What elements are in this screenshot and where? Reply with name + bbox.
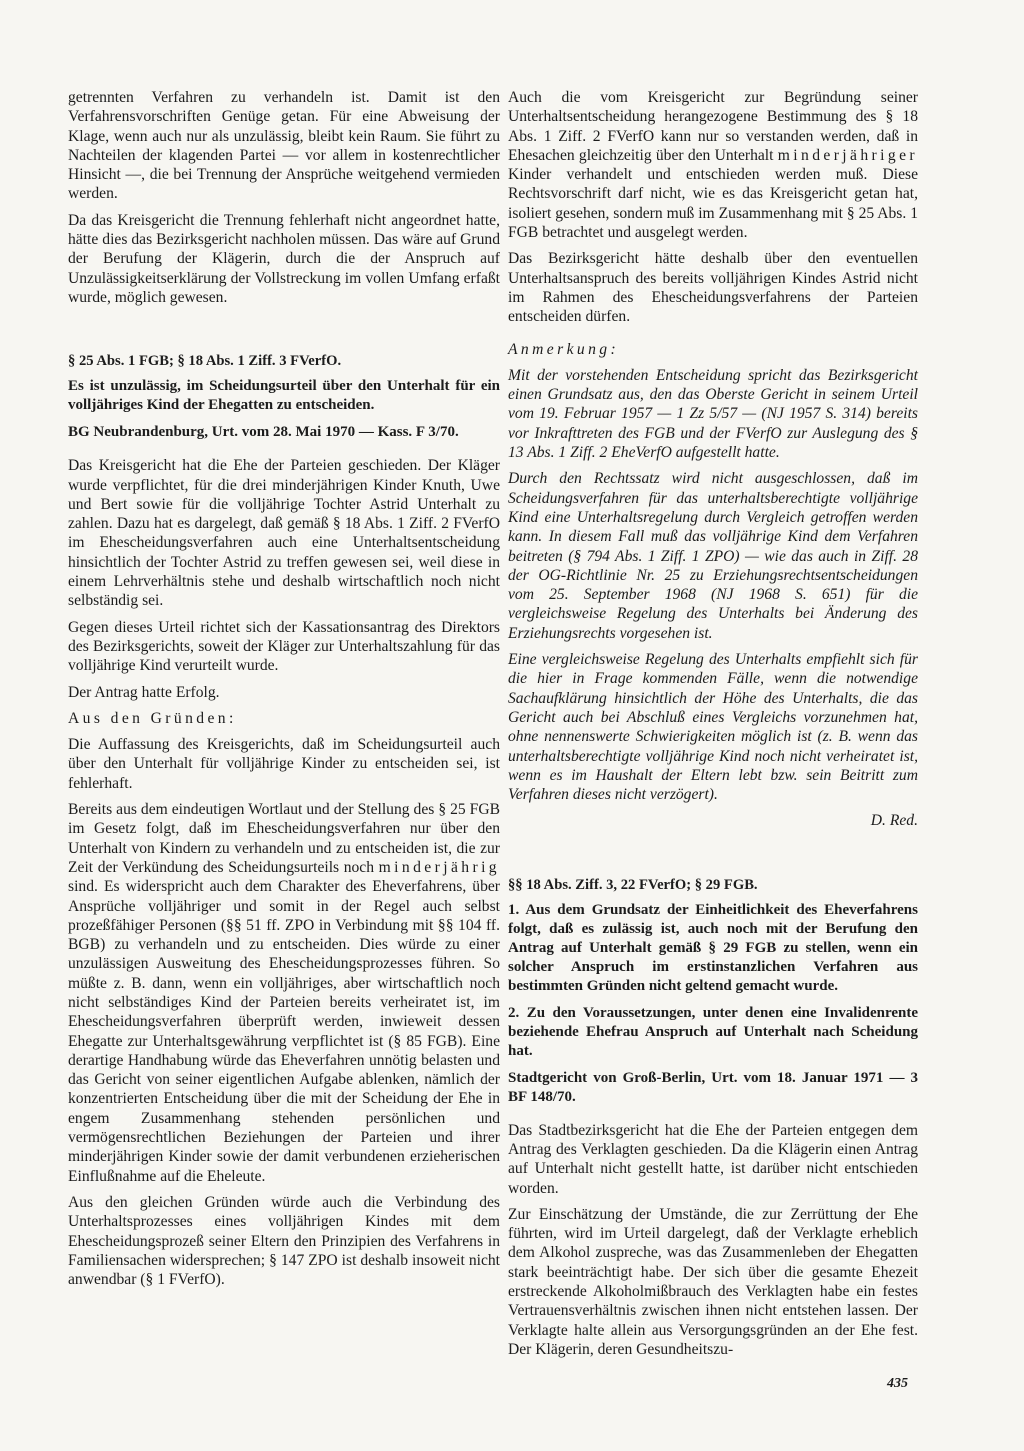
left-column — [68, 88, 500, 1296]
note-paragraph: Mit der vorstehenden Entscheidung spricht das Bezirksgericht einen Grundsatz aus, den das Oberste Gericht in seinem Urteil vom 19. Februar 1957 — 1 Zz 5/57 — (NJ 1957 S. 314) bereits vor Inkrafttreten des FGB und der FVerfO zur Auslegung des § 13 Abs. 1 Ziff. 2 EheVerfO aufgestellt hatte. — [508, 366, 918, 462]
paragraph: Da das Kreisgericht die Trennung fehlerhaft nicht angeordnet hatte, hätte dies das Bezirksgericht nachholen müssen. Das wäre auf Grund der Berufung der Klägerin, durch die der Anspruch auf Unzulässigkeitserklärung der Vollstreckung im vollen Umfang erfaßt wurde, möglich gewesen. — [68, 211, 500, 306]
case-headnote: 2. Zu den Voraussetzungen, unter denen eine Invalidenrente beziehende Ehefrau Anspruch auf Unterhalt nach Scheidung hat. — [508, 1004, 918, 1059]
text-run: sind. Es widerspricht auch dem Charakter des Eheverfahrens, über Ansprüche volljähriger und somit in der Regel auch selbst prozeßfähiger Personen (§§ 51 ff. ZPO in Verbindung mit §§ 104 ff. BGB) zu verhandeln und zu entscheiden. Dies würde zu einer unzulässigen Ausweitung des Ehescheidungsprozesses führen. So müßte z. B. dann, wenn ein volljähriges, aber wirtschaftlich noch nicht selbständiges Kind der Parteien bereits verheiratet ist, im Ehescheidungsverfahren überprüft werden, inwieweit dessen Ehegatte zur Unterhaltsgewährung verpflichtet ist (§ 85 FGB). Eine derartige Handhabung würde das Eheverfahren unnötig belasten und das Gericht von seiner eigentlichen Aufgabe ablenken, nämlich der konzentrierten Entscheidung über die mit der Scheidung der Ehe in engem Zusammenhang stehenden persönlichen und vermögensrechtlichen Beziehungen der Parteien und ihrer minderjährigen Kinder sowie der damit verbundenen erzieherischen Einflußnahme auf die Eheleute. — [68, 878, 500, 1185]
spaced-emphasis: minderjährig — [378, 858, 500, 876]
paragraph: Gegen dieses Urteil richtet sich der Kassationsantrag des Direktors des Bezirksgerichts, soweit der Kläger zur Unterhaltszahlung für das volljährige Kind verurteilt wurde. — [68, 618, 500, 675]
spaced-emphasis: minderjähriger — [777, 146, 918, 164]
paragraph: Das Kreisgericht hat die Ehe der Parteien geschieden. Der Kläger wurde verpflichtet, für die drei minderjährigen Kinder Knuth, Uwe und Bert sowie für die volljährige Tochter Astrid Unterhalt zu zahlen. Dazu hat es dargelegt, daß gemäß § 18 Abs. 1 Ziff. 2 FVerfO im Ehescheidungsverfahren auch eine Unterhaltsentscheidung hinsichtlich der Tochter Astrid zu treffen gewesen sei, weil diese in einem Lehrverhältnis stehe und deshalb wirtschaftlich noch nicht selbständig sei. — [68, 457, 500, 610]
paragraph: Zur Einschätzung der Umstände, die zur Zerrüttung der Ehe führten, wird im Urteil dargelegt, daß der Verklagte erheblich dem Alkohol zuspreche, was das Zusammenleben der Ehegatten stark beeinträchtigt habe. Der sich über die gesamte Ehezeit erstreckende Alkoholmißbrauch des Verklagten habe ein festes Vertrauensverhältnis zwischen ihnen nicht entstehen lassen. Der Verklagte halte allein aus Versorgungsgründen an der Ehe fest. Der Klägerin, deren Gesundheitszu- — [508, 1205, 918, 1358]
paragraph: Das Stadtbezirksgericht hat die Ehe der Parteien entgegen dem Antrag des Verklagten geschieden. Da die Klägerin einen Antrag auf Unterhalt nicht gestellt hatte, ist darüber nicht entschieden worden. — [508, 1121, 918, 1197]
note-paragraph: Eine vergleichsweise Regelung des Unterhalts empfiehlt sich für die hier in Frage kommenden Fälle, wenn die notwendige Sachaufklärung hinsichtlich der Höhe des Unterhalts, die das Gericht auch bei Abschluß eines Vergleichs vorzunehmen hat, ohne nennenswerte Schwierigkeiten möglich ist (z. B. wenn das unterhaltsberechtigte volljährige Kind noch nicht verheiratet ist, wenn es im Haushalt der Eltern lebt bzw. sein Beitritt zum Verfahren dieses nicht verzögert). — [508, 651, 918, 804]
paragraph: Die Auffassung des Kreisgerichts, daß im Scheidungsurteil auch über den Unterhalt für volljährige Kinder zu entscheiden sei, ist fehlerhaft. — [68, 736, 500, 792]
grounds-label: Aus den Gründen: — [68, 709, 237, 727]
case-court: BG Neubrandenburg, Urt. vom 28. Mai 1970 — Kass. F 3/70. — [68, 424, 459, 441]
note-paragraph: Durch den Rechtssatz wird nicht ausgeschlossen, daß im Scheidungsverfahren für das unterhaltsberechtigte volljährige Kind eine Unterhaltsregelung durch Vergleich getroffen werden kann. In diesem Fall muß das volljährige Kind dem Verfahren beitreten (§ 794 Abs. 1 Ziff. 1 ZPO) — wie das auch in Ziff. 28 der OG-Richtlinie Nr. 25 zu Erziehungsrechtsentscheidungen vom 25. September 1968 (NJ 1968 S. 651) für die vergleichsweise Regelung des Unterhalts bei Änderung des Erziehungsrechts vorgesehen ist. — [508, 470, 918, 642]
paragraph — [68, 800, 500, 1186]
case-citation: §§ 18 Abs. Ziff. 3, 22 FVerfO; § 29 FGB. — [508, 876, 758, 893]
case-headnote: Es ist unzulässig, im Scheidungsurteil über den Unterhalt für ein volljähriges Kind der Ehegatten zu entscheiden. — [68, 378, 500, 414]
paragraph — [508, 88, 918, 242]
paragraph: Der Antrag hatte Erfolg. — [68, 683, 220, 701]
paragraph: Das Bezirksgericht hätte deshalb über den eventuellen Unterhaltsanspruch des bereits volljährigen Kindes Astrid nicht im Rahmen des Ehescheidungsverfahrens der Parteien entscheiden dürfen. — [508, 250, 918, 326]
text-run: Kinder verhandelt und entschieden werden muß. Diese Rechtsvorschrift darf nicht, wie es das Kreisgericht getan hat, isoliert gesehen, sondern muß im Zusammenhang mit § 25 Abs. 1 FGB betrachtet und ausgelegt werden. — [508, 166, 918, 242]
paragraph: getrennten Verfahren zu verhandeln ist. Damit ist den Verfahrensvorschriften Genüge getan. Für eine Abweisung der Klage, wenn auch nur als unzulässig, bleibt kein Raum. Sie führt zu Nachteilen der klagenden Partei — vor allem in kostenrechtlicher Hinsicht —, die bei Trennung der Ansprüche weitgehend vermieden werden. — [68, 89, 500, 203]
page-number: 435 — [887, 1376, 908, 1391]
case-headnote: 1. Aus dem Grundsatz der Einheitlichkeit des Eheverfahrens folgt, daß es zulässig ist, auch noch mit der Berufung den Antrag auf Unterhalt gemäß § 29 FGB zu stellen, wenn ein solcher Anspruch im erstinstanzlichen Verfahren aus bestimmten Gründen nicht geltend gemacht wurde. — [508, 901, 918, 994]
text-run: Auch die vom Kreisgericht zur Begründung seiner Unterhaltsentscheidung herangezogene Bestimmung des § 18 Abs. 1 Ziff. 2 FVerfO kann nur so verstanden werden, daß in Ehesachen gleichzeitig über den Unterhalt — [508, 89, 918, 164]
note-signature: D. Red. — [870, 812, 918, 830]
right-column — [508, 88, 918, 1366]
text-run: Bereits aus dem eindeutigen Wortlaut und der Stellung des § 25 FGB im Gesetz folgt, daß im Ehescheidungsverfahren nur über den Unterhalt von Kindern zu verhandeln und zu entscheiden ist, die zur Zeit der Verkündung des Scheidungsurteils noch — [68, 801, 500, 876]
note-label: Anmerkung: — [508, 340, 620, 358]
case-court: Stadtgericht von Groß-Berlin, Urt. vom 18. Januar 1971 — 3 BF 148/70. — [508, 1069, 918, 1105]
case-citation: § 25 Abs. 1 FGB; § 18 Abs. 1 Ziff. 3 FVerfO. — [68, 353, 342, 370]
paragraph: Aus den gleichen Gründen würde auch die Verbindung des Unterhaltsprozesses eines volljährigen Kindes mit dem Ehescheidungsprozeß seiner Eltern den Prinzipien des Verfahrens in Familiensachen widersprechen; § 147 ZPO ist deshalb insoweit nicht anwendbar (§ 1 FVerfO). — [68, 1193, 500, 1289]
